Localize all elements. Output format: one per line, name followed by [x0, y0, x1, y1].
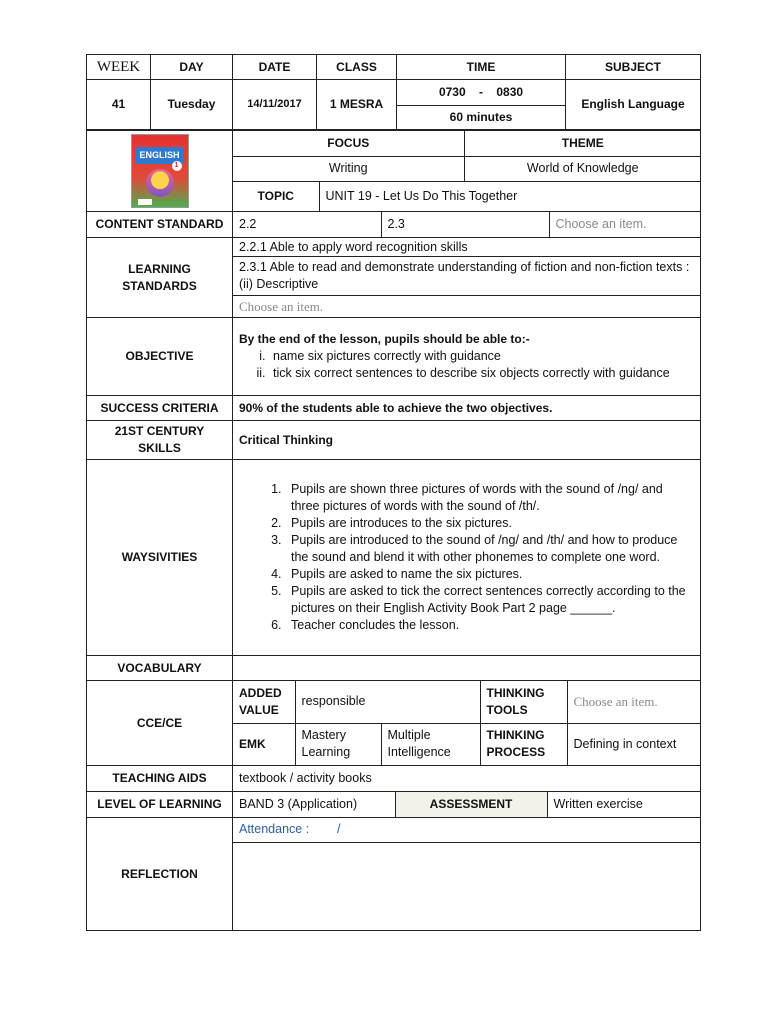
ways-label: WAYSIVITIES: [87, 460, 233, 656]
learning-standards-label: LEARNING STANDARDS: [87, 238, 233, 318]
ways-cell: [233, 460, 701, 656]
cce-label: CCE/CE: [87, 681, 233, 766]
objective-intro: By the end of the lesson, pupils should be able to:-: [239, 332, 530, 346]
success-criteria-value: 90% of the students able to achieve the two objectives.: [233, 396, 701, 421]
ways-item: 3. Pupils are introduced to the sound of /ng/ and /th/ and how to produce the sound and blend it with other phonemes to complete one word.: [285, 532, 694, 566]
attendance-label: Attendance :: [239, 822, 310, 837]
learning-standards-cell: [233, 238, 701, 318]
assessment-label: ASSESSMENT: [395, 792, 547, 817]
content-standard-dropdown[interactable]: Choose an item.: [549, 212, 701, 237]
reflection-cell: [233, 818, 701, 931]
ways-item: 1. Pupils are shown three pictures of words with the sound of /ng/ and three pictures of words with the sound of /th/.: [285, 481, 694, 515]
ways-list: [239, 481, 694, 634]
assessment-value: Written exercise: [547, 792, 701, 817]
time-header-cell: TIME: [397, 55, 566, 80]
learning-standard-dropdown[interactable]: Choose an item.: [233, 296, 700, 318]
topic-value: UNIT 19 - Let Us Do This Together: [319, 181, 701, 211]
cover-illustration: [146, 169, 174, 197]
ways-item: 2. Pupils are introduces to the six pictures.: [285, 515, 694, 532]
time-duration: 60 minutes: [397, 105, 565, 129]
thinking-process-value: Defining in context: [567, 723, 701, 765]
class-header-cell: CLASS: [317, 55, 397, 80]
century-skills-label: 21ST CENTURY SKILLS: [87, 421, 233, 460]
date-header-cell: DATE: [233, 55, 317, 80]
objective-label: OBJECTIVE: [87, 318, 233, 396]
class-value: 1 MESRA: [317, 80, 397, 130]
time-cell: [397, 80, 566, 130]
lesson-plan: [86, 54, 700, 931]
added-value: responsible: [295, 681, 480, 723]
theme-value: World of Knowledge: [464, 156, 701, 181]
teaching-aids-label: TEACHING AIDS: [87, 766, 233, 792]
century-skills-value: Critical Thinking: [233, 421, 701, 460]
body-table: [86, 130, 701, 931]
ways-item: 5. Pupils are asked to tick the correct sentences correctly according to the pictures on their English Activity Book Part 2 page ______.: [285, 583, 694, 617]
emk-label: EMK: [233, 723, 295, 765]
content-standard-1: 2.2: [233, 212, 381, 237]
cover-barcode: [138, 199, 152, 205]
vocabulary-label: VOCABULARY: [87, 656, 233, 681]
header-table: [86, 54, 701, 130]
subject-value: English Language: [566, 80, 701, 130]
focus-header: FOCUS: [233, 131, 464, 156]
ways-item: 6. Teacher concludes the lesson.: [285, 617, 694, 634]
thinking-tools-label: THINKING TOOLS: [480, 681, 567, 723]
learning-standard-1: 2.2.1 Able to apply word recognition skills: [233, 238, 700, 257]
focus-theme-cell: [233, 131, 701, 212]
ways-item: 4. Pupils are asked to name the six pictures.: [285, 566, 694, 583]
time-range: 0730 - 0830: [397, 80, 565, 105]
thinking-tools-dropdown[interactable]: Choose an item.: [567, 681, 701, 723]
objective-item: ii. tick six correct sentences to describe six objects correctly with guidance: [269, 365, 694, 382]
content-standard-label: CONTENT STANDARD: [87, 212, 233, 238]
objective-list: [239, 348, 694, 382]
week-value: 41: [87, 80, 151, 130]
added-value-label: ADDED VALUE: [233, 681, 295, 723]
content-standard-2: 2.3: [381, 212, 549, 237]
textbook-cover-cell: [87, 131, 233, 212]
teaching-aids-value: textbook / activity books: [233, 766, 701, 792]
objective-item: i. name six pictures correctly with guidance: [269, 348, 694, 365]
reflection-notes[interactable]: [233, 842, 700, 930]
attendance-separator: /: [337, 822, 341, 837]
theme-header: THEME: [464, 131, 701, 156]
vocabulary-value: [233, 656, 701, 681]
success-criteria-label: SUCCESS CRITERIA: [87, 396, 233, 421]
topic-label: TOPIC: [233, 181, 319, 211]
learning-standard-2: 2.3.1 Able to read and demonstrate understanding of fiction and non-fiction texts : (ii) Descriptive: [233, 257, 700, 296]
day-header-cell: DAY: [151, 55, 233, 80]
date-value: 14/11/2017: [233, 80, 317, 130]
emk-value-1: Mastery Learning: [295, 723, 381, 765]
level-cell: [233, 792, 701, 818]
reflection-label: REFLECTION: [87, 818, 233, 931]
subject-header-cell: SUBJECT: [566, 55, 701, 80]
cover-title: ENGLISH: [136, 147, 184, 164]
day-value: Tuesday: [151, 80, 233, 130]
content-standard-cell: [233, 212, 701, 238]
textbook-cover-image: [131, 134, 189, 208]
focus-value: Writing: [233, 156, 464, 181]
cce-cell: [233, 681, 701, 766]
attendance-field[interactable]: [233, 818, 700, 842]
cover-number: 1: [172, 161, 182, 171]
week-header-cell: WEEK: [87, 55, 151, 80]
thinking-process-label: THINKING PROCESS: [480, 723, 567, 765]
objective-cell: [233, 318, 701, 396]
level-value: BAND 3 (Application): [233, 792, 395, 817]
emk-value-2: Multiple Intelligence: [381, 723, 480, 765]
level-label: LEVEL OF LEARNING: [87, 792, 233, 818]
